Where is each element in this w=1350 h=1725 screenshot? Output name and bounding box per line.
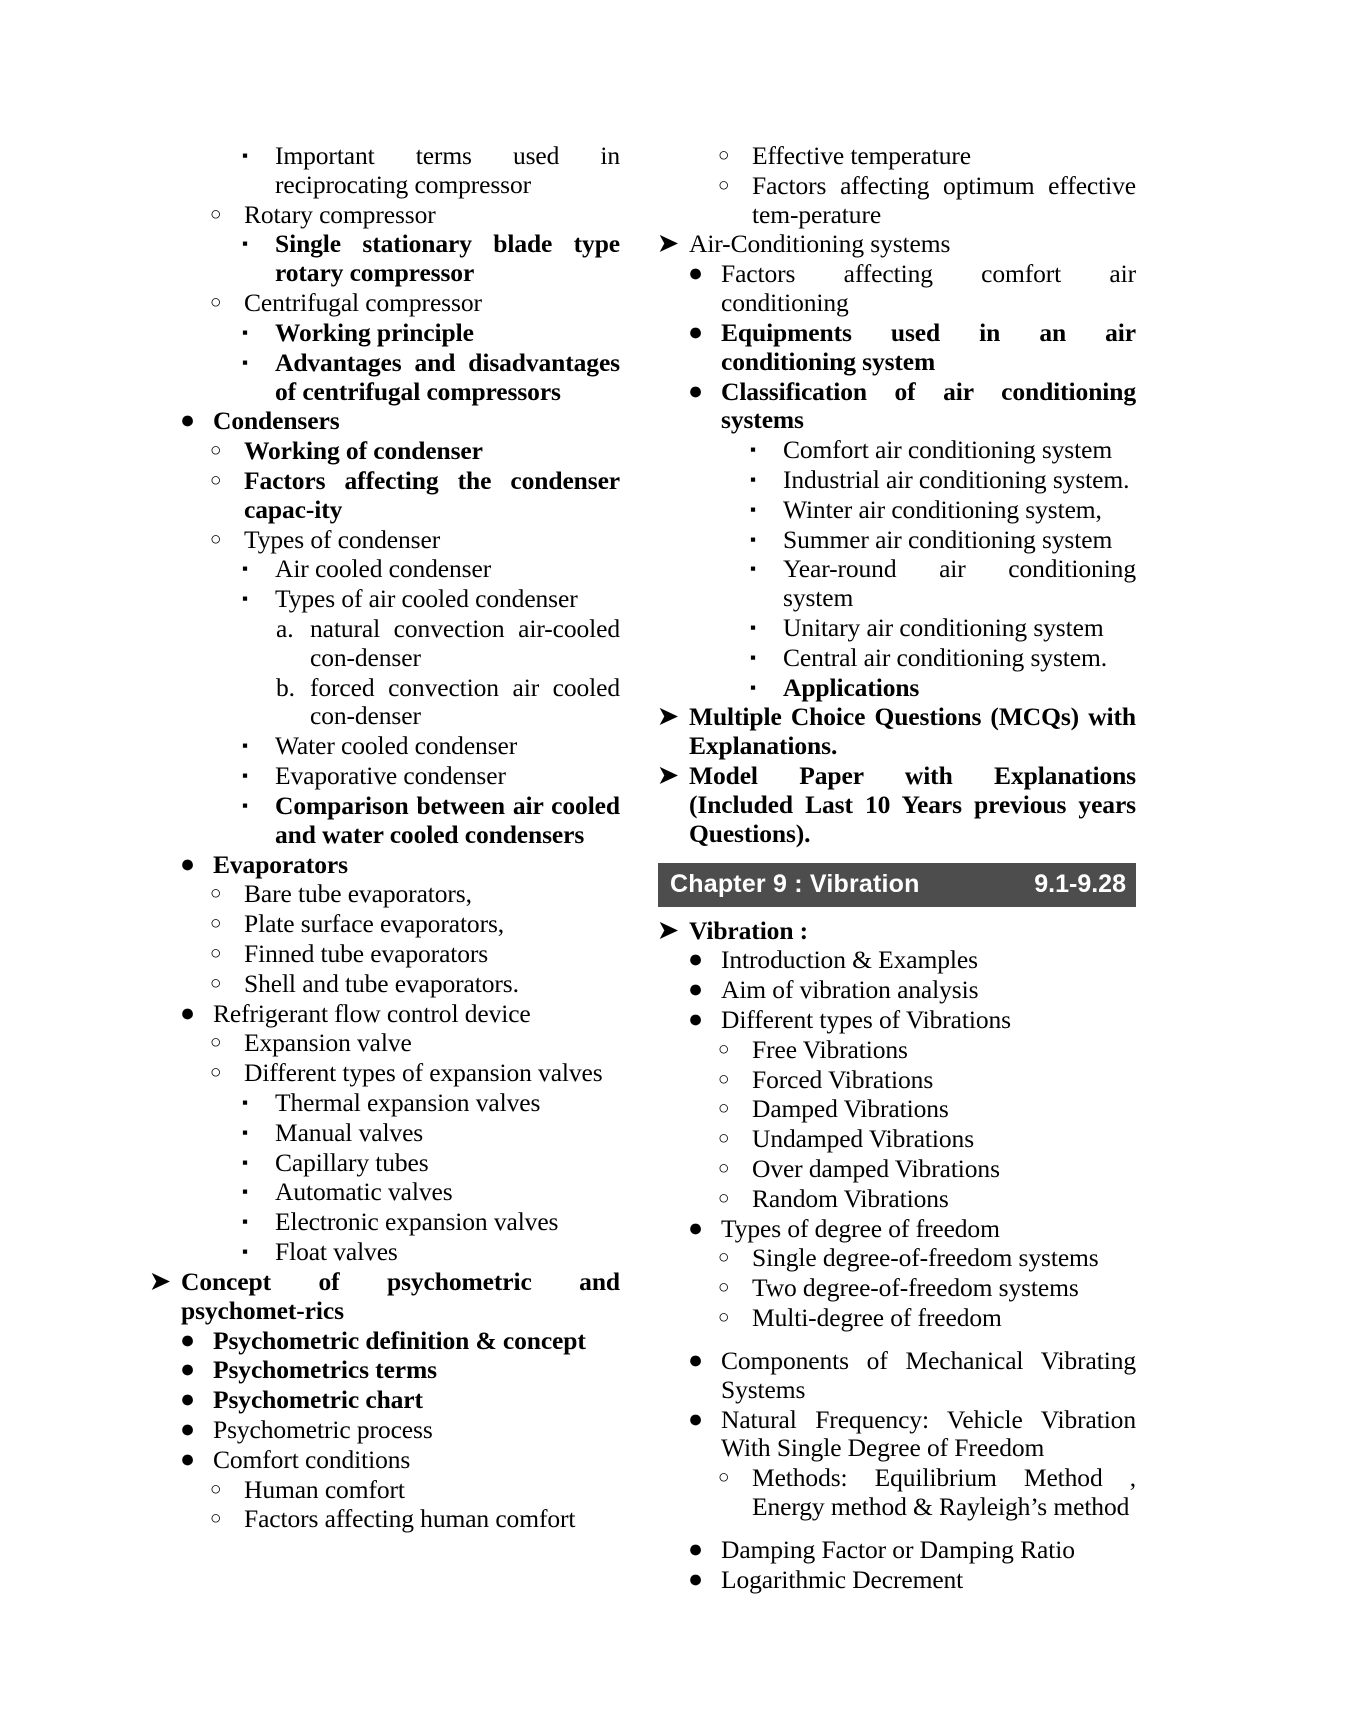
toc-entry-label: Logarithmic Decrement [721,1564,964,1594]
toc-entry-label: Aim of vibration analysis [721,975,979,1005]
toc-entry-label: Single degree-of-freedom systems [752,1243,1099,1273]
square-bullet-icon: ▪ [750,440,756,460]
toc-entry[interactable] [150,1505,620,1534]
chapter-title: Chapter 9 : Vibration [670,869,920,898]
toc-entry[interactable] [150,1029,620,1058]
toc-entry[interactable] [658,230,1136,259]
square-bullet-icon: ▪ [242,736,248,756]
square-bullet-icon: ▪ [242,766,248,786]
toc-entry[interactable] [150,1208,620,1237]
toc-entry-label: Types of condenser [244,524,441,554]
toc-entry-label: Damping Factor or Damping Ratio [721,1534,1075,1564]
toc-entry-label: Classification of air conditioning systems [721,376,1136,435]
toc-entry-label: Introduction & Examples [721,945,978,975]
toc-entry-label: Thermal expansion valves [275,1088,541,1117]
toc-entry[interactable] [658,436,1136,465]
circle-bullet-icon: ○ [210,440,222,462]
b-bullet-icon: b. [276,672,295,702]
toc-entry[interactable] [658,1274,1136,1303]
disc-bullet-icon: ● [180,850,196,878]
toc-entry[interactable] [658,1536,1136,1565]
toc-entry-label: Different types of Vibrations [721,1004,1011,1034]
chapter-header-bar [658,863,1136,907]
toc-entry-label: Year-round air conditioning system [783,554,1136,613]
circle-bullet-icon: ○ [210,292,222,314]
disc-bullet-icon: ● [688,1214,704,1242]
toc-entry-label: Free Vibrations [752,1034,908,1064]
toc-entry[interactable] [150,880,620,909]
square-bullet-icon: ▪ [242,322,248,342]
toc-entry-label: Evaporators [213,849,348,879]
two-column-layout [150,142,1232,1595]
right-column-lower-list [658,917,1136,1595]
arrow-bullet-icon: ➤ [658,917,679,944]
toc-entry[interactable] [658,378,1136,436]
toc-entry-label: Factors affecting the condenser capac-ity [244,465,620,524]
toc-entry-label: Vibration : [689,915,809,945]
square-bullet-icon: ▪ [242,1093,248,1112]
circle-bullet-icon: ○ [210,883,222,905]
square-bullet-icon: ▪ [750,499,756,519]
circle-bullet-icon: ○ [210,1062,222,1084]
square-bullet-icon: ▪ [242,146,248,165]
toc-entry[interactable] [150,319,620,348]
toc-entry[interactable] [150,970,620,999]
toc-entry-label: Finned tube evaporators [244,938,489,968]
toc-entry-label: Capillary tubes [275,1147,429,1177]
toc-entry-label: Advantages and disadvantages of centrifugal compressors [275,347,620,406]
toc-entry[interactable] [150,1446,620,1475]
circle-bullet-icon: ○ [718,1128,730,1150]
toc-entry[interactable] [150,1356,620,1385]
arrow-bullet-icon: ➤ [658,231,679,258]
toc-entry[interactable] [658,674,1136,703]
square-bullet-icon: ▪ [242,1212,248,1232]
square-bullet-icon: ▪ [242,1122,248,1142]
toc-entry-label: Types of degree of freedom [721,1213,1000,1243]
toc-entry-label: Psychometric process [213,1414,433,1444]
circle-bullet-icon: ○ [210,1508,222,1530]
toc-entry[interactable] [150,467,620,525]
toc-entry-label: Methods: Equilibrium Method , Energy method & Rayleigh’s method [752,1463,1136,1521]
toc-entry-label: Factors affecting optimum effective tem-perature [752,170,1136,229]
toc-entry[interactable] [150,142,620,200]
disc-bullet-icon: ● [688,1405,704,1433]
circle-bullet-icon: ○ [718,1187,730,1209]
circle-bullet-icon: ○ [210,1478,222,1500]
circle-bullet-icon: ○ [718,1068,730,1090]
toc-entry-label: Psychometrics terms [213,1355,437,1385]
square-bullet-icon: ▪ [750,529,756,549]
disc-bullet-icon: ● [180,407,196,435]
toc-entry[interactable] [658,1347,1136,1405]
toc-entry-label: Electronic expansion valves [275,1207,559,1237]
circle-bullet-icon: ○ [718,1098,730,1120]
toc-entry-label: Over damped Vibrations [752,1154,1000,1183]
toc-entry[interactable] [658,172,1136,230]
circle-bullet-icon: ○ [210,1032,222,1054]
toc-entry[interactable] [658,1006,1136,1035]
toc-entry-label: Air cooled condenser [275,554,492,584]
toc-entry[interactable] [150,289,620,318]
toc-entry-label: Components of Mechanical Vibrating Systems [721,1345,1136,1404]
toc-entry-label: Central air conditioning system. [783,642,1107,672]
toc-entry[interactable] [658,644,1136,673]
toc-entry[interactable] [150,851,620,880]
toc-entry-label: Winter air conditioning system, [783,494,1102,524]
toc-entry-label: Multiple Choice Questions (MCQs) with Explanations. [689,702,1136,761]
circle-bullet-icon: ○ [718,145,730,166]
toc-entry[interactable] [658,1215,1136,1244]
toc-entry-label: Applications [783,672,920,702]
toc-entry[interactable] [150,585,620,614]
toc-entry[interactable] [658,319,1136,377]
disc-bullet-icon: ● [180,1386,196,1414]
toc-entry[interactable] [658,1155,1136,1184]
toc-entry[interactable] [150,349,620,407]
circle-bullet-icon: ○ [718,1158,730,1179]
toc-entry-label: Human comfort [244,1474,405,1504]
circle-bullet-icon: ○ [718,1038,730,1060]
square-bullet-icon: ▪ [242,559,248,579]
left-column [150,142,620,1535]
toc-entry-label: Expansion valve [244,1028,412,1058]
toc-entry[interactable] [658,703,1136,761]
toc-entry-label: Factors affecting comfort air conditioning [721,259,1136,318]
toc-entry[interactable] [658,1095,1136,1124]
toc-entry-label: Automatic valves [275,1177,453,1207]
toc-entry[interactable] [658,555,1136,613]
toc-entry-label: Multi-degree of freedom [752,1303,1002,1333]
toc-entry-label: Equipments used in an air conditioning system [721,317,1136,376]
toc-entry[interactable] [658,260,1136,318]
toc-entry[interactable] [150,1149,620,1178]
disc-bullet-icon: ● [180,1326,196,1354]
toc-entry[interactable] [658,1036,1136,1065]
toc-entry[interactable] [150,526,620,555]
disc-bullet-icon: ● [688,1535,704,1563]
toc-entry-label: Psychometric definition & concept [213,1325,586,1355]
toc-entry[interactable] [658,1185,1136,1214]
toc-entry[interactable] [150,201,620,230]
square-bullet-icon: ▪ [242,234,248,254]
toc-entry-label: Air-Conditioning systems [689,229,951,259]
square-bullet-icon: ▪ [242,352,248,372]
a-bullet-icon: a. [276,614,294,643]
toc-entry-label: Working of condenser [244,436,483,466]
circle-bullet-icon: ○ [718,1277,730,1299]
toc-entry-label: Evaporative condenser [275,761,506,791]
toc-entry-label: Industrial air conditioning system. [783,464,1130,494]
toc-entry-label: Important terms used in reciprocating compressor [275,141,620,199]
toc-entry-label: Refrigerant flow control device [213,998,531,1028]
square-bullet-icon: ▪ [750,618,756,637]
toc-entry[interactable] [658,466,1136,495]
toc-entry-label: Forced Vibrations [752,1064,934,1094]
toc-entry[interactable] [150,1089,620,1118]
toc-entry[interactable] [658,1566,1136,1595]
toc-entry[interactable] [150,555,620,584]
toc-entry[interactable] [150,1268,620,1326]
toc-entry-label: Shell and tube evaporators. [244,968,519,998]
square-bullet-icon: ▪ [242,1152,248,1172]
toc-entry-label: Single stationary blade type rotary compressor [275,229,620,288]
toc-entry-label: Water cooled condenser [275,731,518,761]
toc-entry[interactable] [658,1304,1136,1333]
toc-entry[interactable] [658,1406,1136,1464]
toc-entry[interactable] [658,762,1136,848]
circle-bullet-icon: ○ [718,1467,730,1489]
toc-entry-label: Comfort conditions [213,1444,411,1474]
toc-entry-label: Damped Vibrations [752,1094,949,1124]
toc-entry[interactable] [658,946,1136,975]
toc-entry[interactable] [150,615,620,673]
toc-entry[interactable] [658,1464,1136,1522]
square-bullet-icon: ▪ [750,647,756,667]
toc-entry[interactable] [150,762,620,791]
chapter-page-range: 9.1-9.28 [1034,869,1126,898]
toc-entry[interactable] [658,1244,1136,1273]
toc-entry-label: Working principle [275,317,474,347]
toc-entry-label: Plate surface evaporators, [244,909,505,939]
toc-entry[interactable] [150,230,620,288]
toc-entry-label: forced convection air cooled con-denser [310,672,620,731]
disc-bullet-icon: ● [180,1445,196,1473]
toc-entry[interactable] [150,940,620,969]
toc-entry[interactable] [150,407,620,436]
disc-bullet-icon: ● [688,318,704,346]
toc-entry[interactable] [658,526,1136,555]
toc-entry-label: Effective temperature [752,141,972,170]
square-bullet-icon: ▪ [242,1242,248,1262]
square-bullet-icon: ▪ [242,1182,248,1202]
toc-entry-label: Rotary compressor [244,199,436,229]
toc-entry[interactable] [658,614,1136,643]
toc-entry[interactable] [658,1066,1136,1095]
toc-entry[interactable] [658,142,1136,171]
toc-entry-label: Summer air conditioning system [783,524,1113,554]
right-column [658,142,1136,1595]
toc-entry-label: natural convection air-cooled con-denser [310,614,620,672]
disc-bullet-icon: ● [688,946,704,974]
toc-entry[interactable] [150,437,620,466]
toc-entry[interactable] [150,1178,620,1207]
toc-entry-label: Bare tube evaporators, [244,879,472,909]
toc-entry-label: Psychometric chart [213,1385,423,1415]
toc-entry[interactable] [150,1386,620,1415]
circle-bullet-icon: ○ [210,469,222,491]
toc-entry-label: Comfort air conditioning system [783,435,1113,465]
square-bullet-icon: ▪ [750,469,756,489]
square-bullet-icon: ▪ [750,559,756,579]
toc-entry-label: Unitary air conditioning system [783,613,1104,642]
toc-entry[interactable] [658,976,1136,1005]
toc-entry[interactable] [150,1000,620,1029]
disc-bullet-icon: ● [180,999,196,1027]
toc-entry[interactable] [658,1125,1136,1154]
circle-bullet-icon: ○ [210,913,222,935]
square-bullet-icon: ▪ [242,795,248,815]
toc-entry[interactable] [150,1476,620,1505]
circle-bullet-icon: ○ [210,942,222,964]
toc-entry-label: Undamped Vibrations [752,1124,975,1154]
disc-bullet-icon: ● [688,1346,704,1374]
toc-entry-label: Condensers [213,406,340,436]
circle-bullet-icon: ○ [718,1307,730,1329]
toc-entry-label: Random Vibrations [752,1183,949,1213]
toc-entry[interactable] [150,1327,620,1356]
toc-entry-label: Centrifugal compressor [244,288,482,318]
toc-entry-label: Model Paper with Explanations (Included Last 10 Years previous years Questions). [689,761,1136,848]
toc-entry[interactable] [658,496,1136,525]
toc-entry[interactable] [150,910,620,939]
toc-entry[interactable] [150,674,620,732]
toc-entry[interactable] [150,1416,620,1445]
toc-entry-label: Concept of psychometric and psychomet-rics [181,1266,620,1325]
disc-bullet-icon: ● [688,976,704,1004]
toc-entry[interactable] [150,1119,620,1148]
toc-entry-label: Types of air cooled condenser [275,584,578,614]
toc-entry[interactable] [150,1059,620,1088]
disc-bullet-icon: ● [688,1005,704,1033]
toc-entry-label: Manual valves [275,1117,424,1147]
arrow-bullet-icon: ➤ [658,704,679,731]
toc-entry[interactable] [150,732,620,761]
circle-bullet-icon: ○ [718,174,730,196]
square-bullet-icon: ▪ [750,677,756,697]
toc-entry-label: Two degree-of-freedom systems [752,1273,1079,1303]
toc-entry[interactable] [658,917,1136,946]
circle-bullet-icon: ○ [210,972,222,994]
toc-entry-label: Factors affecting human comfort [244,1504,576,1534]
circle-bullet-icon: ○ [210,203,222,225]
toc-entry-label: Comparison between air cooled and water cooled condensers [275,790,620,849]
right-column-upper-list [658,142,1136,849]
toc-entry-label: Float valves [275,1237,398,1267]
arrow-bullet-icon: ➤ [658,763,679,790]
circle-bullet-icon: ○ [718,1247,730,1269]
disc-bullet-icon: ● [180,1415,196,1443]
circle-bullet-icon: ○ [210,528,222,550]
disc-bullet-icon: ● [688,377,704,405]
arrow-bullet-icon: ➤ [150,1268,171,1295]
toc-entry-label: Natural Frequency: Vehicle Vibration With Single Degree of Freedom [721,1404,1136,1463]
toc-entry[interactable] [150,1238,620,1267]
toc-entry-label: Different types of expansion valves [244,1058,603,1088]
disc-bullet-icon: ● [180,1356,196,1384]
toc-entry[interactable] [150,792,620,850]
square-bullet-icon: ▪ [242,589,248,609]
disc-bullet-icon: ● [688,1565,704,1593]
disc-bullet-icon: ● [688,260,704,288]
